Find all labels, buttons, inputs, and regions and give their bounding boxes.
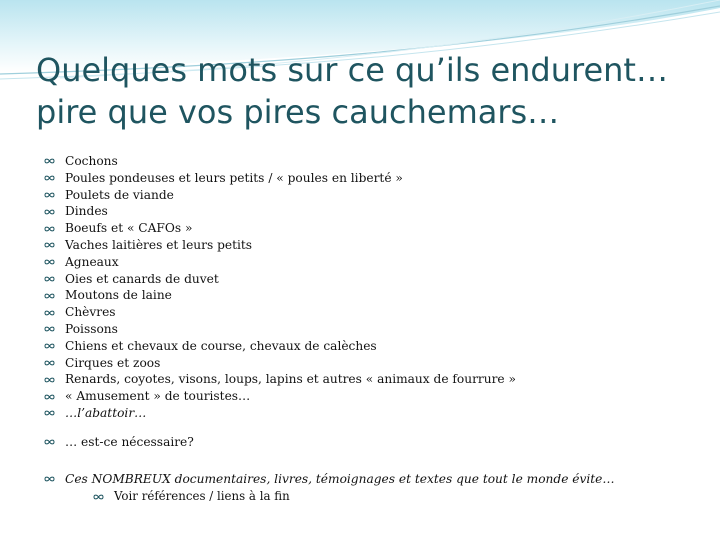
- list-item-text: Cochons: [65, 154, 118, 168]
- infinity-icon: [42, 434, 56, 451]
- references-item: [91, 488, 702, 505]
- infinity-icon: [42, 153, 56, 170]
- list-item-text: Chiens et chevaux de course, chevaux de calèches: [65, 338, 377, 353]
- list-item: [42, 371, 702, 388]
- list-item: [42, 405, 702, 422]
- list-item-text: Cirques et zoos: [65, 355, 161, 370]
- list-item-text: Poissons: [65, 321, 118, 336]
- list-item-text: …l’abattoir…: [65, 405, 147, 420]
- infinity-icon: [42, 287, 56, 304]
- question-item: [42, 434, 702, 451]
- list-item-text: « Amusement » de touristes…: [65, 389, 251, 404]
- list-item: [42, 287, 702, 304]
- infinity-icon: [42, 355, 56, 372]
- list-item: [42, 271, 702, 288]
- list-item: [42, 254, 702, 271]
- infinity-icon: [42, 170, 56, 187]
- infinity-icon: [42, 371, 56, 388]
- list-item: [42, 220, 702, 237]
- page-title: [36, 50, 706, 133]
- list-item: [42, 355, 702, 372]
- list-item-text: Oies et canards de duvet: [65, 271, 219, 286]
- question-text: … est-ce nécessaire?: [65, 434, 194, 449]
- list-item-text: Agneaux: [65, 254, 119, 269]
- sub-list: [65, 488, 702, 505]
- title-line-1: Quelques mots sur ce qu’ils endurent…: [36, 51, 668, 89]
- references-text: Voir références / liens à la fin: [114, 489, 290, 504]
- documentaries-text: Ces NOMBREUX documentaires, livres, témoignages et textes que tout le monde évite…: [65, 471, 615, 486]
- list-item: [42, 388, 702, 405]
- bullet-list: [42, 153, 702, 505]
- infinity-icon: [42, 405, 56, 422]
- list-item-text: Poulets de viande: [65, 187, 174, 202]
- title-line-2: pire que vos pires cauchemars…: [36, 92, 560, 131]
- infinity-icon: [42, 203, 56, 220]
- infinity-icon: [91, 488, 105, 505]
- list-item: [42, 321, 702, 338]
- documentaries-item: [42, 471, 702, 506]
- infinity-icon: [42, 254, 56, 271]
- list-item-text: Moutons de laine: [65, 288, 172, 303]
- list-item: [42, 187, 702, 204]
- list-item-text: Renards, coyotes, visons, loups, lapins et autres « animaux de fourrure »: [65, 372, 516, 387]
- list-item-text: Boeufs et « CAFOs »: [65, 221, 193, 236]
- list-item: [42, 153, 702, 170]
- infinity-icon: [42, 338, 56, 355]
- list-item-text: Poules pondeuses et leurs petits / « poules en liberté »: [65, 170, 403, 185]
- list-item-text: Dindes: [65, 204, 108, 219]
- list-item: [42, 237, 702, 254]
- infinity-icon: [42, 220, 56, 237]
- list-item: [42, 170, 702, 187]
- infinity-icon: [42, 187, 56, 204]
- list-item: [42, 338, 702, 355]
- infinity-icon: [42, 271, 56, 288]
- list-item: [42, 304, 702, 321]
- infinity-icon: [42, 304, 56, 321]
- infinity-icon: [42, 471, 56, 488]
- infinity-icon: [42, 237, 56, 254]
- infinity-icon: [42, 321, 56, 338]
- list-item-text: Chèvres: [65, 305, 116, 320]
- infinity-icon: [42, 388, 56, 405]
- list-item-text: Vaches laitières et leurs petits: [65, 237, 253, 252]
- list-item: [42, 203, 702, 220]
